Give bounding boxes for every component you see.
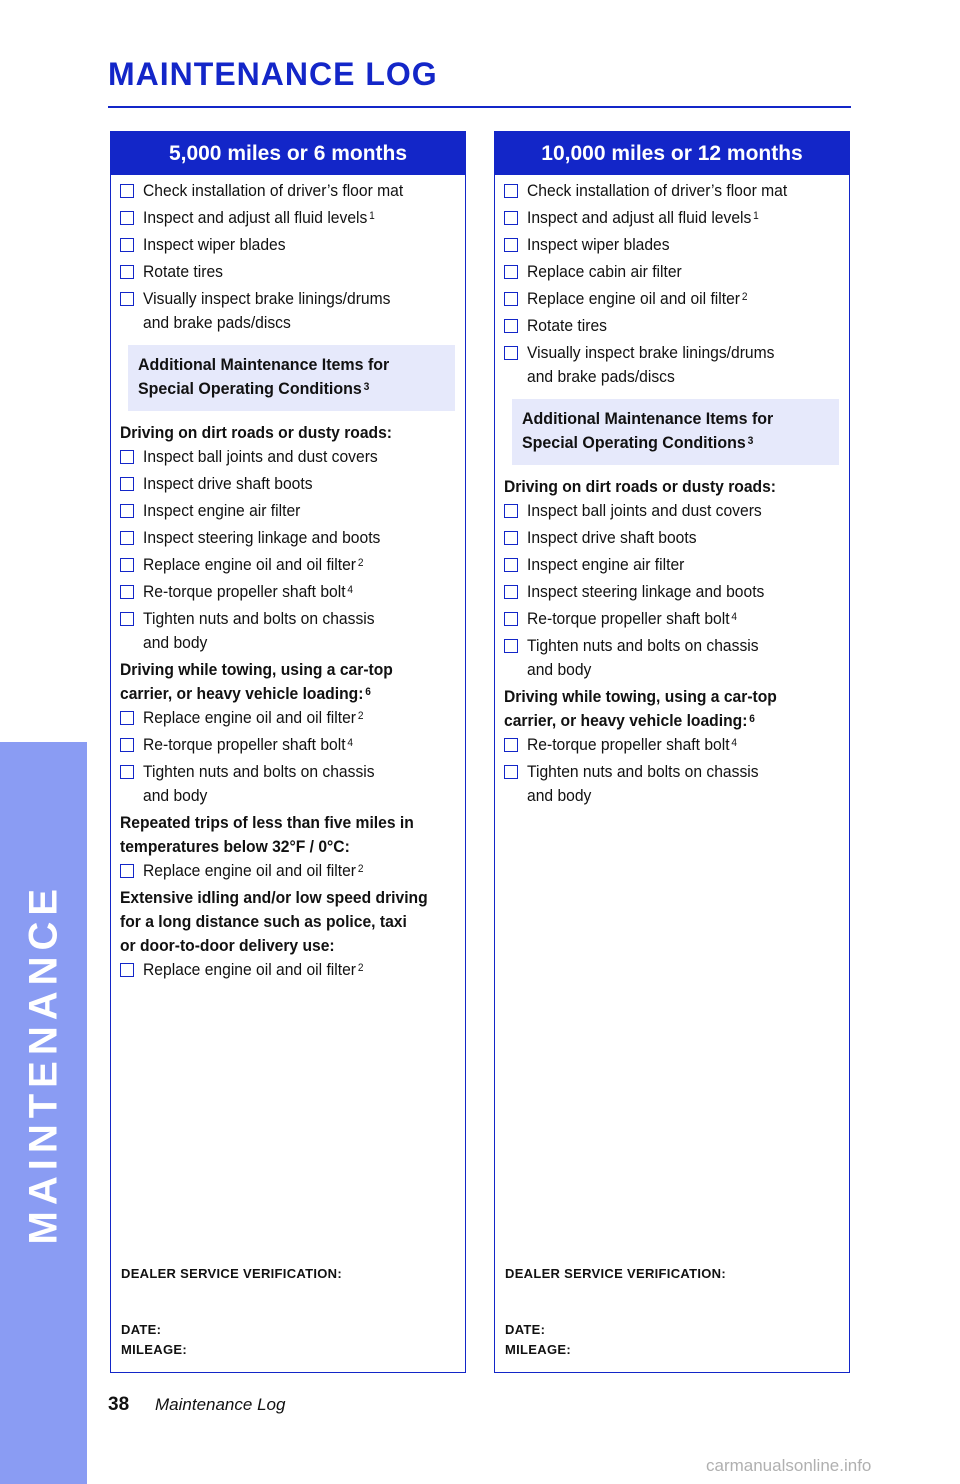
item-text (527, 553, 814, 577)
item-label: Replace engine oil and oil filter (527, 289, 741, 308)
item-label: Replace engine oil and oil filter (143, 555, 357, 574)
condition-heading-label: Repeated trips of less than five miles in temperatures below 32°F / 0°C: (120, 813, 414, 856)
item-label: Tighten nuts and bolts on chassis and body (143, 609, 375, 652)
checkbox[interactable] (120, 211, 134, 225)
item-label: Check installation of driver’s floor mat (143, 181, 404, 200)
checklist-item (504, 553, 839, 577)
checkbox[interactable] (504, 265, 518, 279)
checkbox[interactable] (120, 963, 134, 977)
checklist-item (504, 260, 839, 284)
checkbox[interactable] (504, 585, 518, 599)
checklist-item (120, 260, 455, 284)
checklist-item (120, 706, 455, 730)
item-label: Inspect drive shaft boots (143, 474, 313, 493)
checklist-item (120, 859, 455, 883)
item-label: Tighten nuts and bolts on chassis and body (527, 636, 759, 679)
item-text (143, 859, 430, 883)
card-header: 10,000 miles or 12 months (495, 132, 849, 175)
checkbox[interactable] (504, 531, 518, 545)
footnote-ref: 2 (357, 557, 364, 569)
checkbox[interactable] (504, 558, 518, 572)
item-label: Inspect wiper blades (143, 235, 286, 254)
item-label: Tighten nuts and bolts on chassis and body (143, 762, 375, 805)
date-label: DATE: (505, 1322, 546, 1337)
dealer-verification-label: DEALER SERVICE VERIFICATION: (505, 1266, 726, 1281)
item-text (143, 526, 430, 550)
checkbox[interactable] (120, 612, 134, 626)
condition-heading-text (120, 658, 428, 706)
footnote-ref: 3 (747, 435, 754, 447)
footnote-ref: 6 (749, 713, 755, 725)
item-label: Inspect and adjust all fluid levels (527, 208, 752, 227)
checklist-item (120, 233, 455, 257)
checkbox[interactable] (504, 612, 518, 626)
item-text (527, 314, 814, 338)
item-label: Tighten nuts and bolts on chassis and body (527, 762, 759, 805)
item-label: Inspect steering linkage and boots (527, 582, 765, 601)
dealer-verification-label: DEALER SERVICE VERIFICATION: (121, 1266, 342, 1281)
checkbox[interactable] (120, 450, 134, 464)
checklist-item (504, 499, 839, 523)
item-label: Check installation of driver’s floor mat (527, 181, 788, 200)
footnote-ref: 4 (347, 737, 354, 749)
condition-heading-label: Driving on dirt roads or dusty roads: (120, 423, 392, 442)
item-text (527, 634, 814, 682)
additional-title-line2 (138, 377, 427, 401)
item-text (527, 499, 814, 523)
footnote-ref: 1 (753, 210, 759, 222)
condition-heading-label: Driving while towing, using a car-top carrier, or heavy vehicle loading: (120, 660, 393, 703)
checkbox[interactable] (504, 765, 518, 779)
additional-items-box (512, 399, 839, 465)
checkbox[interactable] (504, 211, 518, 225)
checklist-item (504, 287, 839, 311)
watermark: carmanualsonline.info (706, 1456, 872, 1475)
item-text (143, 287, 430, 335)
item-text (143, 733, 430, 757)
item-label: Rotate tires (527, 316, 607, 335)
condition-heading (504, 685, 839, 733)
condition-heading-label: Driving while towing, using a car-top carrier, or heavy vehicle loading: (504, 687, 777, 730)
item-text (143, 472, 430, 496)
checklist-item (504, 760, 839, 808)
page-number: 38 (108, 1394, 130, 1415)
condition-heading (120, 658, 455, 706)
checkbox[interactable] (120, 238, 134, 252)
checklist-item (120, 179, 455, 203)
condition-heading-text (120, 421, 428, 445)
checklist-item (120, 958, 455, 982)
item-label: Inspect ball joints and dust covers (527, 501, 762, 520)
checklist-item (120, 607, 455, 655)
item-text (143, 760, 430, 808)
footer-section: Maintenance Log (155, 1395, 286, 1414)
checklist-item (504, 206, 839, 230)
item-label: Re-torque propeller shaft bolt (527, 735, 730, 754)
checkbox[interactable] (120, 711, 134, 725)
checkbox[interactable] (504, 238, 518, 252)
footnote-ref: 4 (731, 737, 738, 749)
checklist-item (120, 526, 455, 550)
checklist-item (120, 445, 455, 469)
side-tab-label: MAINTENANCE (21, 882, 66, 1245)
checkbox[interactable] (120, 558, 134, 572)
footnote-ref: 2 (357, 710, 364, 722)
item-text (527, 260, 814, 284)
checkbox[interactable] (120, 585, 134, 599)
item-text (527, 206, 814, 230)
checklist-item (504, 733, 839, 757)
condition-heading-label: Extensive idling and/or low speed driving for a long distance such as police, taxi or door-to-door delivery use: (120, 888, 428, 955)
additional-title-line2 (522, 431, 811, 455)
item-text (527, 287, 814, 311)
item-text (143, 706, 430, 730)
card-header: 5,000 miles or 6 months (111, 132, 465, 175)
checklist-item (504, 314, 839, 338)
item-text (527, 733, 814, 757)
item-label: Re-torque propeller shaft bolt (143, 735, 346, 754)
checkbox[interactable] (504, 738, 518, 752)
checkbox[interactable] (120, 531, 134, 545)
additional-title-text: Special Operating Conditions (522, 433, 746, 452)
footnote-ref: 4 (731, 611, 738, 623)
item-text (143, 206, 430, 230)
mileage-label: MILEAGE: (121, 1342, 187, 1357)
checkbox[interactable] (504, 346, 518, 360)
checklist-item (120, 580, 455, 604)
checklist-item (504, 634, 839, 682)
item-text (527, 179, 814, 203)
card-5000-miles (110, 131, 466, 1373)
checkbox[interactable] (504, 292, 518, 306)
item-text (143, 445, 430, 469)
checkbox[interactable] (504, 319, 518, 333)
footnote-ref: 2 (741, 291, 748, 303)
checkbox[interactable] (120, 765, 134, 779)
condition-heading-text (120, 886, 428, 958)
condition-heading-text (120, 811, 428, 859)
item-text (143, 553, 430, 577)
footnote-ref: 4 (347, 584, 354, 596)
item-label: Inspect engine air filter (143, 501, 301, 520)
item-label: Inspect drive shaft boots (527, 528, 697, 547)
checklist-item (504, 233, 839, 257)
footnote-ref: 6 (365, 686, 371, 698)
checkbox[interactable] (504, 504, 518, 518)
checklist-item (504, 341, 839, 389)
date-label: DATE: (121, 1322, 162, 1337)
card-10000-miles (494, 131, 850, 1373)
item-text (143, 499, 430, 523)
additional-title-text: Special Operating Conditions (138, 379, 362, 398)
checkbox[interactable] (504, 639, 518, 653)
item-text (143, 233, 430, 257)
card-body (111, 175, 465, 982)
item-text (527, 341, 814, 389)
checkbox[interactable] (504, 184, 518, 198)
item-label: Rotate tires (143, 262, 223, 281)
item-text (143, 179, 430, 203)
checkbox[interactable] (120, 504, 134, 518)
condition-heading-label: Driving on dirt roads or dusty roads: (504, 477, 776, 496)
checkbox[interactable] (120, 265, 134, 279)
condition-heading (120, 886, 455, 958)
condition-heading-text (504, 475, 812, 499)
checkbox[interactable] (120, 738, 134, 752)
title-divider (108, 106, 851, 108)
checklist-item (120, 472, 455, 496)
footnote-ref: 3 (363, 381, 370, 393)
additional-title-line1: Additional Maintenance Items for (522, 409, 774, 428)
additional-title-line1: Additional Maintenance Items for (138, 355, 390, 374)
item-label: Inspect ball joints and dust covers (143, 447, 378, 466)
checkbox[interactable] (120, 864, 134, 878)
item-text (143, 580, 430, 604)
item-text (527, 233, 814, 257)
footnote-ref: 1 (369, 210, 375, 222)
condition-heading (504, 475, 839, 499)
checkbox[interactable] (120, 292, 134, 306)
item-text (527, 526, 814, 550)
checklist-item (120, 206, 455, 230)
item-label: Replace engine oil and oil filter (143, 708, 357, 727)
item-label: Replace engine oil and oil filter (143, 861, 357, 880)
checklist-item (504, 607, 839, 631)
item-label: Visually inspect brake linings/drums and brake pads/discs (143, 289, 391, 332)
checklist-item (504, 580, 839, 604)
item-label: Inspect engine air filter (527, 555, 685, 574)
checklist-item (120, 733, 455, 757)
page-title: MAINTENANCE LOG (108, 56, 438, 92)
checkbox[interactable] (120, 184, 134, 198)
item-text (527, 580, 814, 604)
condition-heading (120, 421, 455, 445)
item-label: Replace cabin air filter (527, 262, 682, 281)
checklist-item (120, 553, 455, 577)
checklist-item (120, 287, 455, 335)
condition-heading-text (504, 685, 812, 733)
item-text (527, 760, 814, 808)
checklist-item (120, 499, 455, 523)
item-label: Inspect wiper blades (527, 235, 670, 254)
item-text (143, 607, 430, 655)
card-body (495, 175, 849, 808)
mileage-label: MILEAGE: (505, 1342, 571, 1357)
item-label: Replace engine oil and oil filter (143, 960, 357, 979)
item-label: Visually inspect brake linings/drums and brake pads/discs (527, 343, 775, 386)
item-text (143, 260, 430, 284)
item-label: Inspect and adjust all fluid levels (143, 208, 368, 227)
condition-heading (120, 811, 455, 859)
checklist-item (120, 760, 455, 808)
checklist-item (504, 526, 839, 550)
additional-items-box (128, 345, 455, 411)
footnote-ref: 2 (357, 863, 364, 875)
item-label: Re-torque propeller shaft bolt (143, 582, 346, 601)
checklist-item (504, 179, 839, 203)
checkbox[interactable] (120, 477, 134, 491)
item-label: Inspect steering linkage and boots (143, 528, 381, 547)
footnote-ref: 2 (357, 962, 364, 974)
item-text (527, 607, 814, 631)
item-text (143, 958, 430, 982)
item-label: Re-torque propeller shaft bolt (527, 609, 730, 628)
